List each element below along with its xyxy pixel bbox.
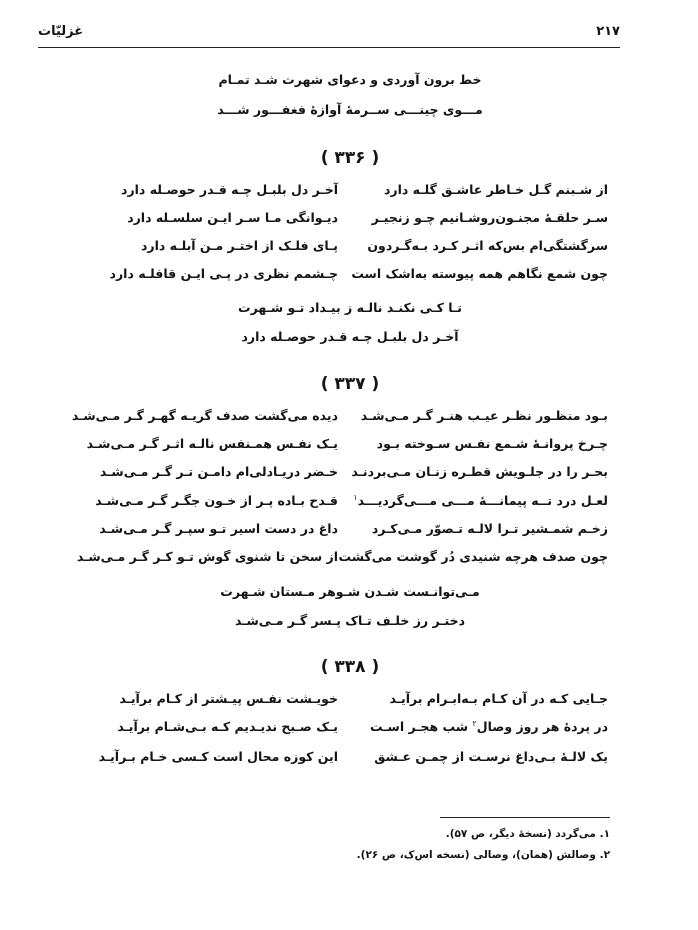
hemistich-left: خـضر دریـادلی‌ام دامـن تـر گـر مـی‌شـد bbox=[99, 464, 338, 479]
ghazal-number: ( ۳۳۷ ) bbox=[320, 374, 380, 394]
ghazal-number: ( ۳۳۸ ) bbox=[320, 657, 380, 677]
hemistich-left: یـک نفـس همـنفس نالـه اثـر گـر مـی‌شـد bbox=[86, 436, 338, 451]
footnote-marker: ۲ bbox=[472, 718, 477, 728]
hemistich-left: پـای فلـک از اختـر مـن آبلـه دارد bbox=[140, 238, 338, 253]
hemistich-left: دیده می‌گشت صدف گریـه گهـر گـر مـی‌شـد bbox=[71, 408, 338, 423]
hemistich-right: یک لالـهٔ بـی‌داغ نرسـت از چمـن عـشق bbox=[374, 749, 608, 764]
hemistich-right: بـود منظـور نظـر عیـب هنـر گـر مـی‌شـد bbox=[360, 408, 608, 423]
footnote: ۱. می‌گردد (نسخهٔ دیگر، ص ۵۷). bbox=[445, 828, 610, 840]
hemistich-left: این کوزه محال است کـسی خـام بـرآیـد bbox=[98, 749, 338, 764]
hemistich-right: چون صدف هرچه شنیدی دُر گوشت می‌گشت bbox=[338, 549, 608, 564]
hemistich-left: خویـشت نفـس پیـشتر از کـام برآیـد bbox=[119, 691, 338, 706]
hemistich-right bbox=[356, 719, 608, 735]
ghazal-number: ( ۳۳۶ ) bbox=[320, 148, 380, 168]
footnote: ۲. وصالش (همان)، وصالی (نسخه اس‌ک، ص ۲۶). bbox=[356, 849, 610, 861]
footnote-marker: ۱ bbox=[353, 492, 358, 502]
running-header bbox=[38, 24, 620, 44]
hemistich-right: چـرخ پروانـهٔ شـمع نفـس سـوخته بـود bbox=[376, 436, 608, 451]
hemistich-left: دیـوانگی مـا سـر ایـن سلسـله دارد bbox=[127, 210, 338, 225]
hemistich-text: لعـل درد تــه پیمانـــهٔ مـــی مـــی‌گردیـــد bbox=[357, 493, 608, 508]
hemistich-right: سرگشتگی‌ام بس‌که اثـر کـرد بـه‌گـردون bbox=[367, 238, 608, 253]
hemistich-right: از شـبنم گـل خـاطر عاشـق گلـه دارد bbox=[384, 182, 608, 197]
page-number: ۲۱۷ bbox=[596, 24, 620, 39]
closing-line: تـا کـی نکنـد نالـه ز بیـداد تـو شـهرت bbox=[238, 300, 462, 315]
fragment-line: خط برون آوردی و دعوای شهرت شـد تمـام bbox=[218, 72, 482, 87]
hemistich-left: چـشمم نظری در پـی ایـن قافلـه دارد bbox=[109, 266, 338, 281]
hemistich-text: شب هجـر اسـت bbox=[370, 719, 473, 734]
hemistich-left: از سخن تا شنوی گوش تـو کـر گـر مـی‌شـد bbox=[76, 549, 338, 564]
hemistich-right bbox=[353, 492, 608, 509]
hemistich-left: داغ در دست اسیر تـو سپـر گـر مـی‌شـد bbox=[99, 521, 338, 536]
footnote-rule bbox=[440, 817, 610, 818]
hemistich-right: زخـم شمـشیر تـرا لالـه تـصوّر مـی‌کـرد bbox=[371, 521, 608, 536]
hemistich-right: سـر حلقـهٔ مجنـون‌روشـانیم چـو زنجیـر bbox=[371, 210, 608, 225]
fragment-line: مـــوی چینـــی ســرمهٔ آوازهٔ فغفـــور شـــد bbox=[217, 102, 483, 117]
hemistich-left: آخـر دل بلبـل چـه قـدر حوصـله دارد bbox=[121, 182, 338, 197]
hemistich-right: بحـر را در جلـویش قطـره زنـان مـی‌بردنـد bbox=[351, 464, 608, 479]
hemistich-left: یـک صـبح ندیـدیم کـه بـی‌شـام برآیـد bbox=[117, 719, 338, 734]
closing-line: مـی‌توانـست شـدن شـوهر مـستان شـهرت bbox=[220, 584, 480, 599]
hemistich-text: در پردهٔ هر روز وصال bbox=[476, 719, 608, 734]
book-title: غزلیّات bbox=[38, 24, 84, 39]
closing-line: دختـر رز خلـف تـاک پـسر گـر مـی‌شـد bbox=[234, 613, 466, 628]
hemistich-right: جـایی کـه در آن کـام بـه‌ابـرام برآیـد bbox=[389, 691, 608, 706]
closing-line: آخـر دل بلبـل چـه قـدر حوصـله دارد bbox=[241, 329, 459, 344]
hemistich-right: چون شمع نگاهم همه پیوسته به‌اشک است bbox=[351, 266, 608, 281]
hemistich-left: قـدح بـاده پـر از خـون جگـر گـر مـی‌شـد bbox=[95, 493, 338, 508]
header-rule bbox=[38, 47, 620, 48]
